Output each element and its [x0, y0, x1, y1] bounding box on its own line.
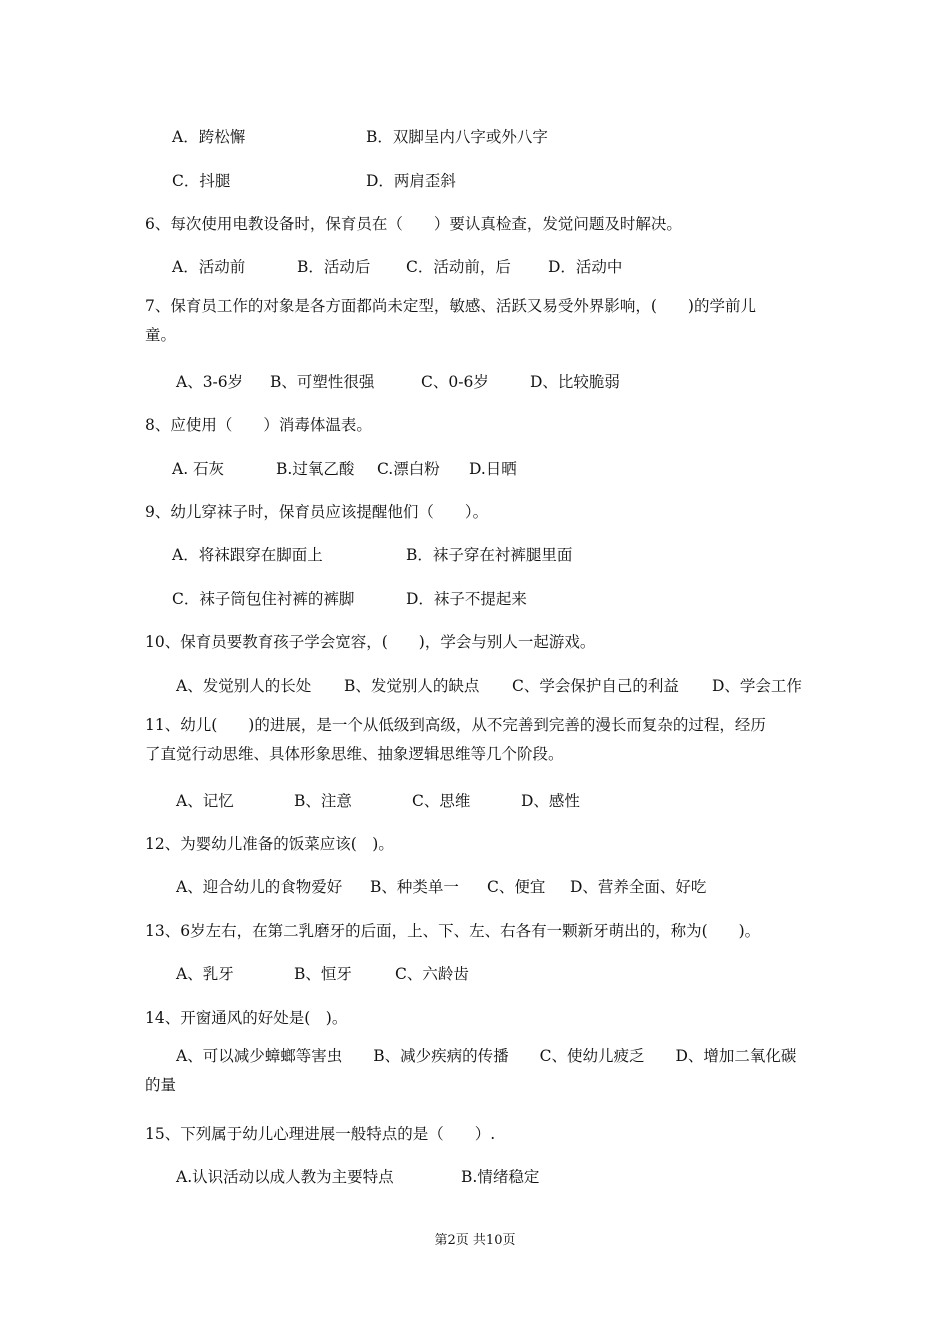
answer-option: C．袜子筒包住衬裤的裤脚	[172, 590, 355, 608]
paragraph-line: 了直觉行动思维、具体形象思维、抽象逻辑思维等几个阶段。	[145, 745, 564, 763]
answer-option: C、便宜	[487, 878, 546, 896]
answer-option: D、营养全面、好吃	[570, 878, 707, 896]
question-text: 9、幼儿穿袜子时，保育员应该提醒他们（ ）。	[145, 503, 489, 521]
answer-option: D、感性	[521, 792, 580, 810]
answer-option: A．将袜跟穿在脚面上	[172, 546, 323, 564]
answer-option: B．袜子穿在衬裤腿里面	[406, 546, 573, 564]
answer-option: D、比较脆弱	[530, 373, 620, 391]
wrapped-paragraph	[145, 711, 810, 769]
answer-option: B、恒牙	[294, 965, 352, 983]
answer-option: A. 石灰	[172, 460, 225, 478]
answer-option: A．跨松懈	[172, 128, 246, 146]
answer-option: A、3-6岁	[176, 373, 244, 391]
paragraph-line: 11、幼儿( )的进展，是一个从低级到高级，从不完善到完善的漫长而复杂的过程，经历	[145, 716, 766, 734]
answer-option: B．活动后	[297, 258, 371, 276]
answer-option: C、学会保护自己的利益	[512, 677, 679, 695]
page-footer: 第2页 共10页	[434, 1233, 516, 1248]
answer-option: D．两肩歪斜	[366, 172, 456, 190]
answer-option: A、乳牙	[176, 965, 234, 983]
answer-option: C.漂白粉	[377, 460, 440, 478]
answer-option: A、记忆	[176, 792, 234, 810]
answer-option: A.认识活动以成人教为主要特点	[176, 1168, 394, 1186]
question-text: 12、为婴幼儿准备的饭菜应该( )。	[145, 835, 394, 853]
answer-option: B、注意	[294, 792, 352, 810]
answer-option: D．活动中	[548, 258, 623, 276]
question-text: 8、应使用（ ）消毒体温表。	[145, 416, 372, 434]
answer-option: B.情绪稳定	[461, 1168, 540, 1186]
wrapped-paragraph	[145, 1042, 810, 1100]
question-text: 10、保育员要教育孩子学会宽容，( )，学会与别人一起游戏。	[145, 633, 596, 651]
paragraph-line: 童。	[145, 326, 177, 344]
question-text: 14、开窗通风的好处是( )。	[145, 1009, 348, 1027]
answer-option: B、可塑性很强	[270, 373, 375, 391]
wrapped-paragraph	[145, 292, 810, 350]
question-text: 15、下列属于幼儿心理进展一般特点的是（ ）.	[145, 1125, 496, 1143]
answer-option: B．双脚呈内八字或外八字	[366, 128, 548, 146]
answer-option: A、发觉别人的长处	[176, 677, 312, 695]
answer-option: C、思维	[412, 792, 471, 810]
answer-option: D.日晒	[469, 460, 517, 478]
answer-option: B、种类单一	[370, 878, 459, 896]
paragraph-line: 的量	[145, 1076, 177, 1094]
paragraph-line: A、可以减少蟑螂等害虫 B、减少疾病的传播 C、使幼儿疲乏 D、增加二氧化碳	[145, 1047, 797, 1065]
answer-option: A．活动前	[172, 258, 246, 276]
question-text: 13、6岁左右，在第二乳磨牙的后面，上、下、左、右各有一颗新牙萌出的，称为( )。	[145, 922, 761, 940]
paragraph-line: 7、保育员工作的对象是各方面都尚未定型，敏感、活跃又易受外界影响，( )的学前儿	[145, 297, 756, 315]
answer-option: A、迎合幼儿的食物爱好	[176, 878, 343, 896]
answer-option: D、学会工作	[712, 677, 802, 695]
answer-option: D．袜子不提起来	[406, 590, 527, 608]
answer-option: C．抖腿	[172, 172, 231, 190]
answer-option: C、0-6岁	[421, 373, 489, 391]
question-text: 6、每次使用电教设备时，保育员在（ ）要认真检查，发觉问题及时解决。	[145, 215, 682, 233]
answer-option: B、发觉别人的缺点	[344, 677, 480, 695]
answer-option: C．活动前，后	[406, 258, 511, 276]
answer-option: B.过氧乙酸	[276, 460, 355, 478]
answer-option: C、六龄齿	[395, 965, 469, 983]
